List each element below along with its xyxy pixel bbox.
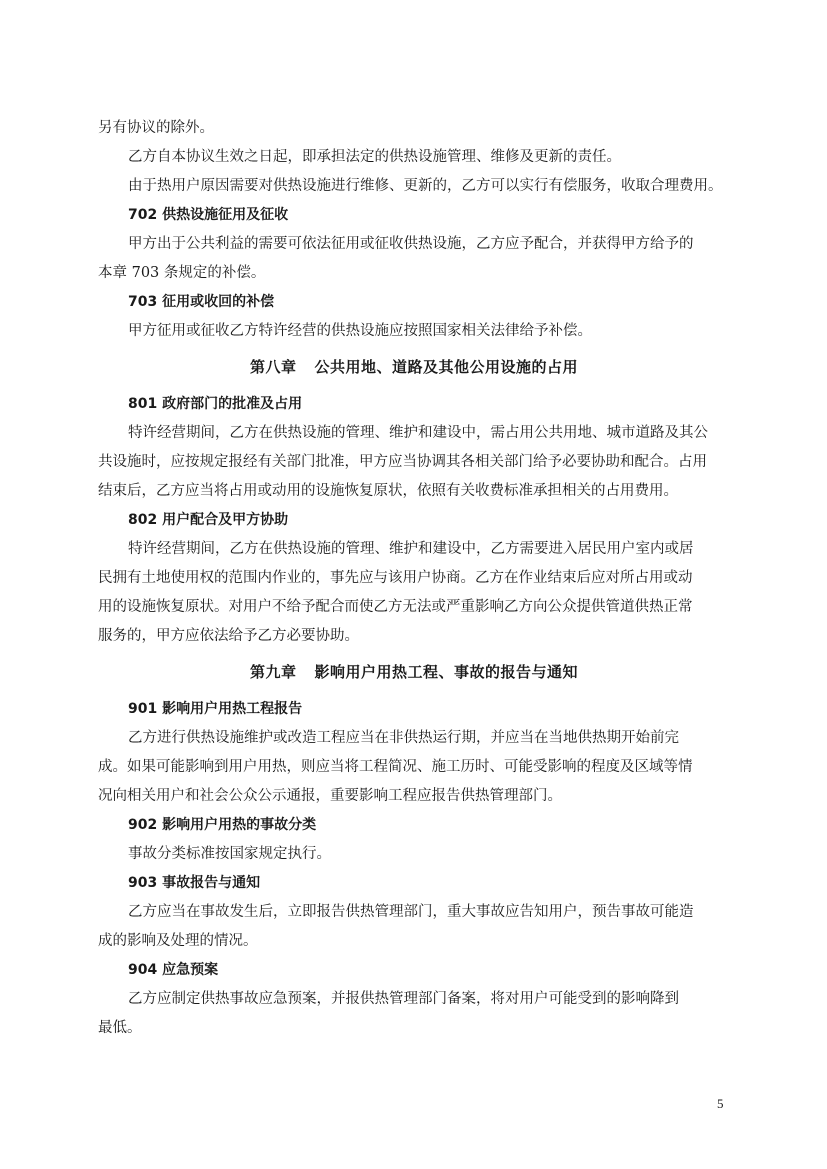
paragraph-line: 服务的，甲方应依法给予乙方必要协助。 — [98, 628, 359, 644]
paragraph-line: 结束后，乙方应当将占用或动用的设施恢复原状，依照有关收费标准承担相关的占用费用。 — [98, 483, 678, 499]
paragraph-line: 甲方征用或征收乙方特许经营的供热设施应按照国家相关法律给予补偿。 — [128, 323, 592, 339]
paragraph-line: 况向相关用户和社会公众公示通报，重要影响工程应报告供热管理部门。 — [98, 788, 562, 804]
paragraph-line: 用的设施恢复原状。对用户不给予配合而使乙方无法或严重影响乙方向公众提供管道供热正常 — [98, 599, 693, 615]
chapter-title: 公共用地、道路及其他公用设施的占用 — [314, 358, 579, 376]
paragraph-line: 由于热用户原因需要对供热设施进行维修、更新的，乙方可以实行有偿服务，收取合理费用。 — [128, 178, 723, 194]
paragraph-line: 乙方自本协议生效之日起，即承担法定的供热设施管理、维修及更新的责任。 — [128, 149, 621, 165]
chapter-title: 影响用户用热工程、事故的报告与通知 — [314, 663, 579, 681]
section-heading-801: 801 政府部门的批准及占用 — [128, 396, 303, 412]
paragraph-line: 成的影响及处理的情况。 — [98, 933, 258, 949]
chapter-label: 第八章 — [249, 358, 297, 376]
paragraph-line: 共设施时，应按规定报经有关部门批准，甲方应当协调其各相关部门给予必要协助和配合。占用 — [98, 454, 707, 470]
section-heading-903: 903 事故报告与通知 — [128, 875, 261, 891]
paragraph-line: 特许经营期间，乙方在供热设施的管理、维护和建设中，需占用公共用地、城市道路及其公 — [128, 425, 708, 441]
paragraph-line: 事故分类标准按国家规定执行。 — [128, 846, 331, 862]
section-heading-904: 904 应急预案 — [128, 962, 219, 978]
section-heading-901: 901 影响用户用热工程报告 — [128, 701, 303, 717]
paragraph-line: 乙方应当在事故发生后，立即报告供热管理部门，重大事故应告知用户，预告事故可能造 — [128, 904, 694, 920]
paragraph-line: 民拥有土地使用权的范围内作业的，事先应与该用户协商。乙方在作业结束后应对所占用或动 — [98, 570, 693, 586]
paragraph-line: 本章 703 条规定的补偿。 — [98, 265, 266, 281]
paragraph-line: 乙方进行供热设施维护或改造工程应当在非供热运行期，并应当在当地供热期开始前完 — [128, 730, 679, 746]
section-heading-703: 703 征用或收回的补偿 — [128, 294, 275, 310]
chapter-heading-8 — [98, 350, 730, 384]
paragraph-line: 特许经营期间，乙方在供热设施的管理、维护和建设中，乙方需要进入居民用户室内或居 — [128, 541, 694, 557]
paragraph-line: 最低。 — [98, 1020, 142, 1036]
paragraph-line: 成。如果可能影响到用户用热，则应当将工程简况、施工历时、可能受影响的程度及区域等情 — [98, 759, 693, 775]
chapter-label: 第九章 — [249, 663, 297, 681]
paragraph-line: 另有协议的除外。 — [98, 120, 214, 136]
section-heading-802: 802 用户配合及甲方协助 — [128, 512, 289, 528]
section-heading-702: 702 供热设施征用及征收 — [128, 207, 289, 223]
paragraph-line: 乙方应制定供热事故应急预案，并报供热管理部门备案，将对用户可能受到的影响降到 — [128, 991, 679, 1007]
paragraph-line: 甲方出于公共利益的需要可依法征用或征收供热设施，乙方应予配合，并获得甲方给予的 — [128, 236, 694, 252]
document-page — [98, 114, 730, 1043]
section-heading-902: 902 影响用户用热的事故分类 — [128, 817, 317, 833]
chapter-heading-9 — [98, 655, 730, 689]
page-number: 5 — [717, 1096, 724, 1111]
